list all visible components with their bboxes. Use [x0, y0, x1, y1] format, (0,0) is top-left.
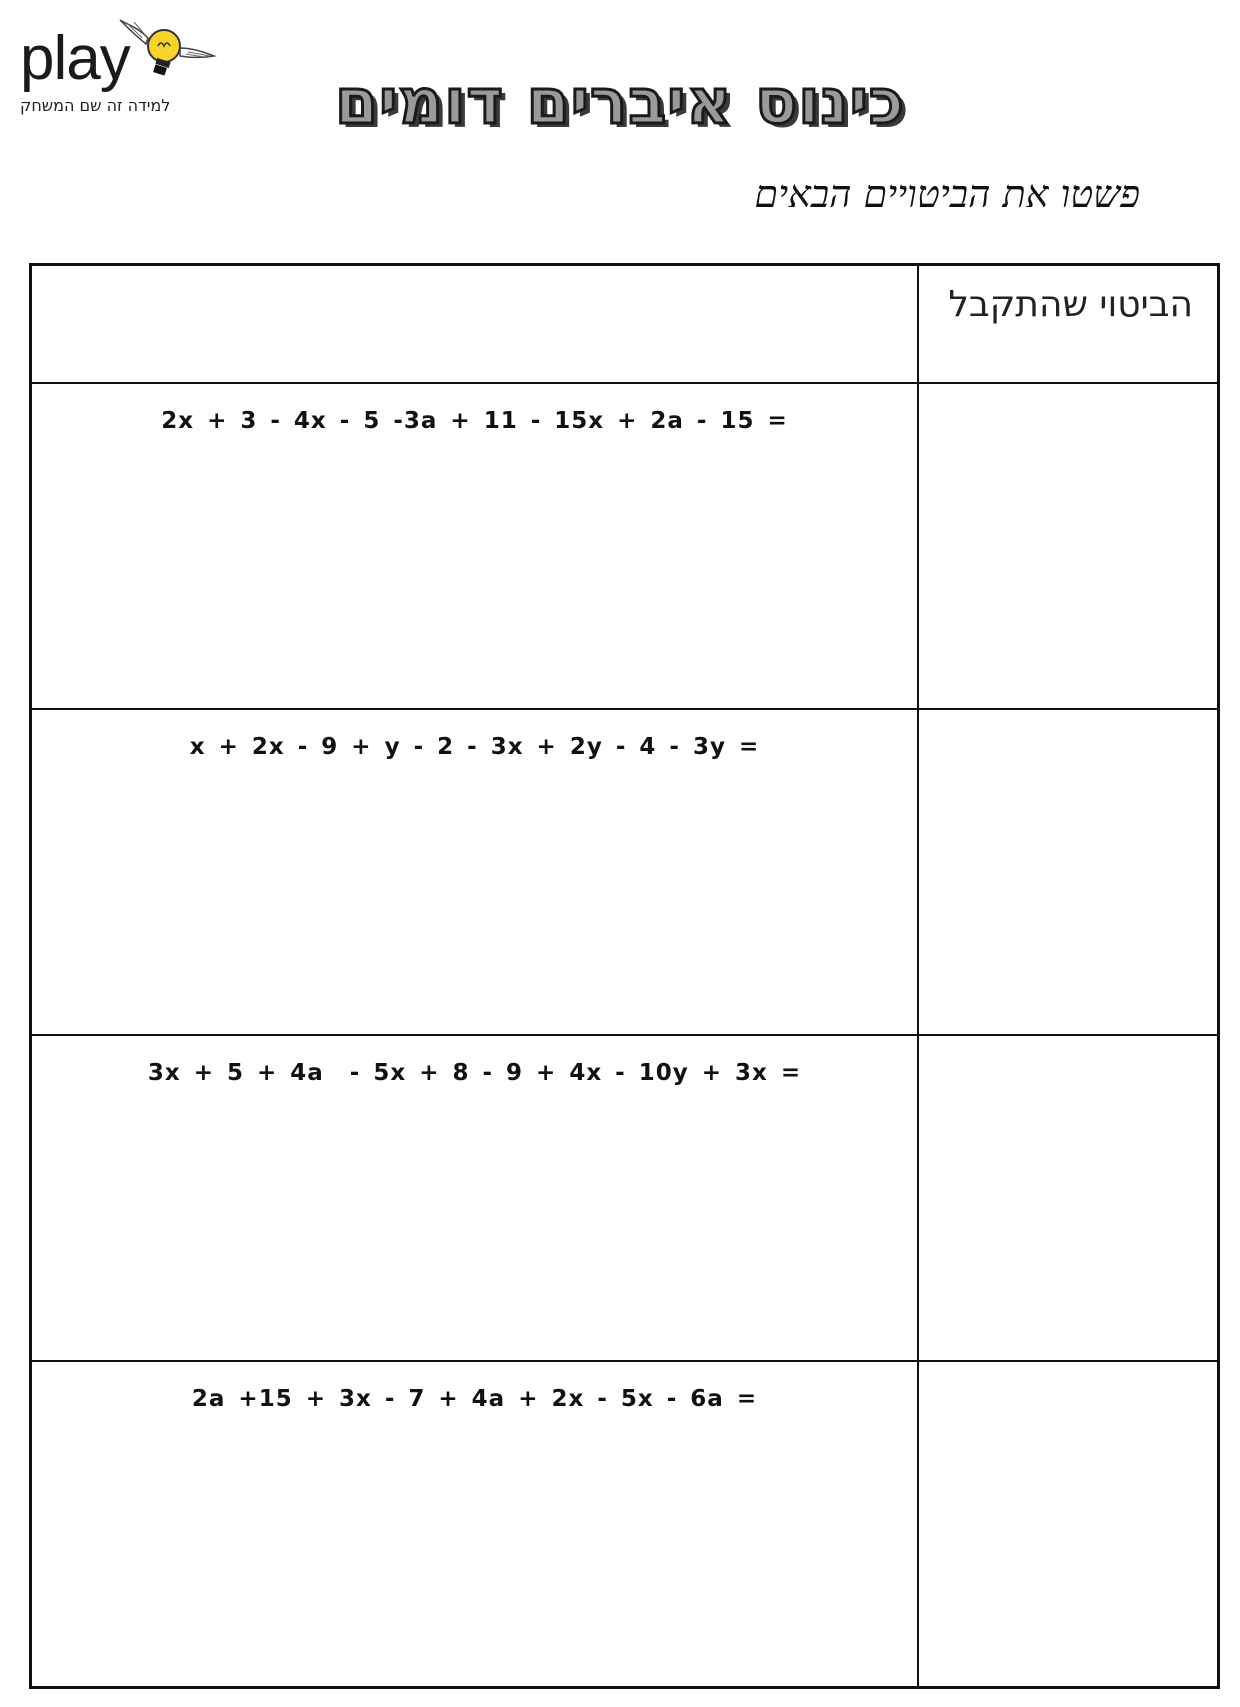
- column-divider: [917, 266, 919, 1686]
- expression-text: 2x + 3 - 4x - 5 -3a + 11 - 15x + 2a - 15 =: [161, 408, 788, 434]
- table-row: [32, 382, 1217, 708]
- page-title: כינוס איברים דומים: [334, 65, 906, 138]
- table-row: [32, 1034, 1217, 1360]
- result-column-header: הביטוי שהתקבל: [948, 284, 1193, 325]
- expression-text: 3x + 5 + 4a - 5x + 8 - 9 + 4x - 10y + 3x =: [147, 1060, 802, 1086]
- expression-text: x + 2x - 9 + y - 2 - 3x + 2y - 4 - 3y =: [189, 734, 760, 760]
- winged-lightbulb-icon: [118, 8, 218, 88]
- instruction-text: פשטו את הביטויים הבאים: [754, 172, 1140, 216]
- logo-tagline: למידה זה שם המשחק: [20, 96, 171, 115]
- logo-word: play: [20, 24, 130, 93]
- logo: [14, 8, 214, 123]
- table-header-row: [32, 266, 1217, 382]
- worksheet-table: [29, 263, 1220, 1689]
- expression-text: 2a +15 + 3x - 7 + 4a + 2x - 5x - 6a =: [191, 1386, 758, 1412]
- table-row: [32, 1360, 1217, 1686]
- table-row: [32, 708, 1217, 1034]
